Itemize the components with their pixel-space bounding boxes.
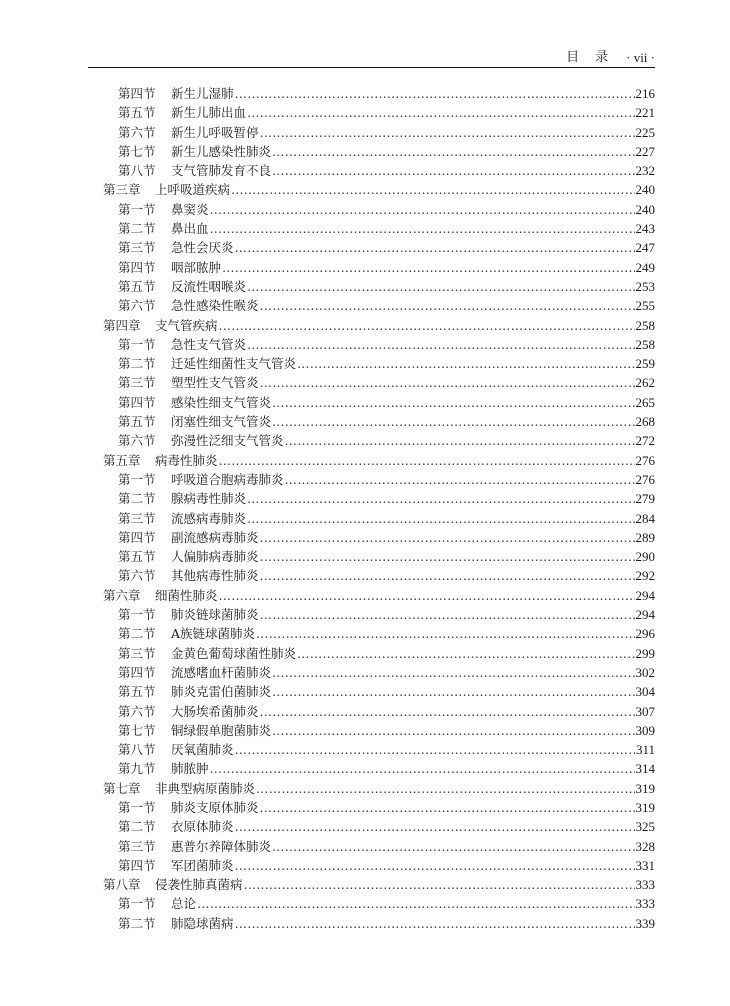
toc-entry-page: 232 bbox=[635, 163, 655, 179]
toc-section-entry[interactable] bbox=[88, 258, 655, 277]
toc-dot-leader bbox=[247, 335, 634, 354]
toc-entry-number: 第六节 bbox=[118, 298, 156, 314]
toc-entry-title: 新生儿呼吸暂停 bbox=[171, 124, 259, 140]
toc-entry-page: 240 bbox=[635, 201, 655, 217]
toc-entry-page: 216 bbox=[635, 86, 655, 101]
toc-entry-title: 新生儿肺出血 bbox=[171, 105, 247, 121]
toc-entry-number: 第一节 bbox=[118, 336, 156, 352]
toc-chapter-entry[interactable] bbox=[88, 180, 655, 199]
toc-entry-number: 第三节 bbox=[118, 645, 156, 661]
toc-entry-page: 249 bbox=[635, 259, 655, 275]
toc-dot-leader bbox=[260, 702, 635, 721]
toc-entry-number: 第三节 bbox=[118, 240, 156, 256]
toc-entry-page: 331 bbox=[635, 857, 655, 873]
toc-dot-leader bbox=[297, 644, 634, 663]
toc-section-entry[interactable] bbox=[88, 431, 655, 450]
toc-entry-title: 肺炎链球菌肺炎 bbox=[171, 607, 259, 623]
toc-entry-number: 第三节 bbox=[118, 838, 156, 854]
toc-entry-number: 第二节 bbox=[118, 491, 156, 507]
toc-entry-page: 240 bbox=[635, 182, 655, 198]
toc-entry-number: 第八节 bbox=[118, 163, 156, 179]
toc-entry-page: 290 bbox=[635, 549, 655, 565]
toc-entry-number: 第四章 bbox=[103, 317, 141, 333]
toc-entry-number: 第七章 bbox=[103, 780, 141, 796]
toc-dot-leader bbox=[260, 605, 635, 624]
toc-dot-leader bbox=[272, 837, 634, 856]
toc-dot-leader bbox=[235, 856, 635, 875]
toc-entry-page: 247 bbox=[635, 240, 655, 256]
toc-entry-title: 呼吸道合胞病毒肺炎 bbox=[171, 471, 284, 487]
toc-section-entry[interactable] bbox=[88, 759, 655, 778]
toc-section-entry[interactable] bbox=[88, 798, 655, 817]
toc-dot-leader bbox=[256, 779, 634, 798]
toc-entry-page: 268 bbox=[635, 414, 655, 430]
toc-entry-number: 第七节 bbox=[118, 722, 156, 738]
toc-entry-number: 第四节 bbox=[118, 259, 156, 275]
toc-entry-number: 第五章 bbox=[103, 452, 141, 468]
toc-dot-leader bbox=[285, 470, 635, 489]
toc-entry-page: 296 bbox=[635, 626, 655, 642]
toc-dot-leader bbox=[247, 103, 634, 122]
toc-dot-leader bbox=[210, 759, 635, 778]
toc-entry-title: 总论 bbox=[171, 896, 197, 912]
toc-dot-leader bbox=[285, 431, 635, 450]
toc-entry-page: 284 bbox=[635, 510, 655, 526]
toc-dot-leader bbox=[260, 547, 635, 566]
toc-entry-page: 328 bbox=[635, 838, 655, 854]
toc-entry-page: 225 bbox=[635, 124, 655, 140]
toc-dot-leader bbox=[297, 354, 634, 373]
toc-entry-title: 弥漫性泛细支气管炎 bbox=[171, 433, 284, 449]
toc-section-entry[interactable] bbox=[88, 663, 655, 682]
toc-entry-page: 333 bbox=[635, 877, 655, 893]
toc-dot-leader bbox=[260, 296, 635, 315]
toc-entry-title: 铜绿假单胞菌肺炎 bbox=[171, 722, 272, 738]
toc-dot-leader bbox=[231, 180, 634, 199]
toc-entry-page: 302 bbox=[635, 664, 655, 680]
toc-section-entry[interactable] bbox=[88, 277, 655, 296]
toc-entry-number: 第二节 bbox=[118, 626, 156, 642]
toc-entry-title: 鼻窦炎 bbox=[171, 201, 209, 217]
toc-entry-title: 反流性咽喉炎 bbox=[171, 278, 247, 294]
toc-entry-number: 第四节 bbox=[118, 664, 156, 680]
toc-entry-title: 肺脓肿 bbox=[171, 761, 209, 777]
toc-section-entry[interactable] bbox=[88, 528, 655, 547]
toc-entry-page: 276 bbox=[635, 452, 655, 468]
toc-section-entry[interactable] bbox=[88, 547, 655, 566]
toc-entry-number: 第三章 bbox=[103, 182, 141, 198]
toc-entry-title: 支气管肺发育不良 bbox=[171, 163, 272, 179]
toc-entry-page: 311 bbox=[635, 742, 655, 758]
toc-entry-page: 294 bbox=[635, 587, 655, 603]
toc-entry-page: 255 bbox=[635, 298, 655, 314]
toc-section-entry[interactable] bbox=[88, 335, 655, 354]
toc-dot-leader bbox=[247, 509, 634, 528]
toc-entry-number: 第四节 bbox=[118, 857, 156, 873]
toc-entry-title: 衣原体肺炎 bbox=[171, 819, 234, 835]
toc-entry-title: 腺病毒性肺炎 bbox=[171, 491, 247, 507]
toc-dot-leader bbox=[235, 84, 635, 103]
toc-dot-leader bbox=[272, 142, 634, 161]
running-header bbox=[88, 44, 655, 66]
toc-dot-leader bbox=[219, 586, 635, 605]
toc-chapter-entry[interactable] bbox=[88, 875, 655, 894]
toc-entry-page: 243 bbox=[635, 221, 655, 237]
toc-entry-page: 253 bbox=[635, 278, 655, 294]
toc-entry-number: 第六章 bbox=[103, 587, 141, 603]
toc-dot-leader bbox=[235, 238, 635, 257]
toc-entry-page: 319 bbox=[635, 780, 655, 796]
toc-section-entry[interactable] bbox=[88, 624, 655, 643]
toc-entry-page: 279 bbox=[635, 491, 655, 507]
toc-entry-title: 人偏肺病毒肺炎 bbox=[171, 549, 259, 565]
toc-section-entry[interactable] bbox=[88, 142, 655, 161]
toc-entry-title: 侵袭性肺真菌病 bbox=[155, 877, 243, 893]
toc-entry-number: 第六节 bbox=[118, 124, 156, 140]
toc-entry-page: 319 bbox=[635, 799, 655, 815]
toc-entry-number: 第五节 bbox=[118, 414, 156, 430]
toc-entry-title: 新生儿湿肺 bbox=[171, 86, 234, 101]
toc-dot-leader bbox=[260, 528, 635, 547]
toc-section-entry[interactable] bbox=[88, 84, 655, 103]
toc-entry-title: 其他病毒性肺炎 bbox=[171, 568, 259, 584]
toc-entry-number: 第二节 bbox=[118, 819, 156, 835]
toc-entry-number: 第七节 bbox=[118, 143, 156, 159]
toc-entry-number: 第三节 bbox=[118, 510, 156, 526]
toc-entry-title: A族链球菌肺炎 bbox=[171, 626, 256, 642]
toc-section-entry[interactable] bbox=[88, 103, 655, 122]
toc-entry-number: 第一节 bbox=[118, 201, 156, 217]
toc-entry-number: 第六节 bbox=[118, 433, 156, 449]
toc-dot-leader bbox=[197, 894, 634, 913]
toc-entry-number: 第五节 bbox=[118, 684, 156, 700]
toc-dot-leader bbox=[260, 798, 635, 817]
header-rule bbox=[88, 67, 655, 68]
toc-section-entry[interactable] bbox=[88, 817, 655, 836]
toc-section-entry[interactable] bbox=[88, 682, 655, 701]
toc-section-entry[interactable] bbox=[88, 702, 655, 721]
header-page-number: · vii · bbox=[626, 50, 655, 65]
toc-section-entry[interactable] bbox=[88, 856, 655, 875]
toc-chapter-entry[interactable] bbox=[88, 316, 655, 335]
toc-entry-title: 副流感病毒肺炎 bbox=[171, 529, 259, 545]
toc-section-entry[interactable] bbox=[88, 605, 655, 624]
toc-dot-leader bbox=[272, 721, 634, 740]
toc-entry-title: 咽部脓肿 bbox=[171, 259, 222, 275]
header-title: 目录 bbox=[566, 50, 625, 65]
toc-entry-page: 309 bbox=[635, 722, 655, 738]
toc-dot-leader bbox=[272, 161, 634, 180]
toc-entry-title: 非典型病原菌肺炎 bbox=[155, 780, 256, 796]
toc-section-entry[interactable] bbox=[88, 412, 655, 431]
toc-entry-title: 流感病毒肺炎 bbox=[171, 510, 247, 526]
table-of-contents bbox=[88, 84, 655, 933]
toc-entry-page: 292 bbox=[635, 568, 655, 584]
toc-entry-title: 细菌性肺炎 bbox=[155, 587, 218, 603]
toc-dot-leader bbox=[272, 663, 634, 682]
toc-entry-page: 333 bbox=[635, 896, 655, 912]
toc-entry-number: 第五节 bbox=[118, 105, 156, 121]
toc-section-entry[interactable] bbox=[88, 509, 655, 528]
toc-entry-number: 第四节 bbox=[118, 394, 156, 410]
toc-entry-title: 大肠埃希菌肺炎 bbox=[171, 703, 259, 719]
toc-entry-number: 第八节 bbox=[118, 742, 156, 758]
toc-entry-title: 新生儿感染性肺炎 bbox=[171, 143, 272, 159]
toc-dot-leader bbox=[260, 123, 635, 142]
toc-entry-page: 259 bbox=[635, 356, 655, 372]
toc-entry-number: 第三节 bbox=[118, 375, 156, 391]
toc-section-entry[interactable] bbox=[88, 219, 655, 238]
toc-dot-leader bbox=[210, 219, 635, 238]
toc-entry-number: 第一节 bbox=[118, 607, 156, 623]
toc-entry-number: 第一节 bbox=[118, 896, 156, 912]
toc-section-entry[interactable] bbox=[88, 354, 655, 373]
toc-entry-page: 304 bbox=[635, 684, 655, 700]
toc-entry-number: 第九节 bbox=[118, 761, 156, 777]
toc-entry-title: 金黄色葡萄球菌性肺炎 bbox=[171, 645, 297, 661]
toc-entry-page: 294 bbox=[635, 607, 655, 623]
toc-dot-leader bbox=[244, 875, 635, 894]
toc-entry-page: 265 bbox=[635, 394, 655, 410]
toc-entry-title: 鼻出血 bbox=[171, 221, 209, 237]
toc-section-entry[interactable] bbox=[88, 161, 655, 180]
toc-entry-number: 第二节 bbox=[118, 356, 156, 372]
toc-entry-title: 塑型性支气管炎 bbox=[171, 375, 259, 391]
toc-entry-title: 急性感染性喉炎 bbox=[171, 298, 259, 314]
toc-dot-leader bbox=[247, 489, 634, 508]
toc-entry-number: 第四节 bbox=[118, 529, 156, 545]
toc-entry-title: 肺炎支原体肺炎 bbox=[171, 799, 259, 815]
toc-entry-number: 第二节 bbox=[118, 915, 156, 931]
toc-dot-leader bbox=[260, 566, 635, 585]
toc-section-entry[interactable] bbox=[88, 489, 655, 508]
toc-entry-title: 上呼吸道疾病 bbox=[155, 182, 231, 198]
toc-entry-page: 258 bbox=[635, 317, 655, 333]
toc-entry-title: 病毒性肺炎 bbox=[155, 452, 218, 468]
toc-dot-leader bbox=[247, 277, 634, 296]
toc-entry-page: 227 bbox=[635, 143, 655, 159]
toc-entry-page: 325 bbox=[635, 819, 655, 835]
toc-entry-title: 流感嗜血杆菌肺炎 bbox=[171, 664, 272, 680]
toc-dot-leader bbox=[219, 316, 635, 335]
toc-dot-leader bbox=[222, 258, 634, 277]
toc-entry-title: 肺隐球菌病 bbox=[171, 915, 234, 931]
toc-section-entry[interactable] bbox=[88, 894, 655, 913]
toc-dot-leader bbox=[256, 624, 634, 643]
toc-entry-number: 第六节 bbox=[118, 703, 156, 719]
toc-section-entry[interactable] bbox=[88, 200, 655, 219]
toc-dot-leader bbox=[210, 200, 635, 219]
toc-entry-number: 第五节 bbox=[118, 549, 156, 565]
toc-entry-number: 第二节 bbox=[118, 221, 156, 237]
toc-section-entry[interactable] bbox=[88, 238, 655, 257]
toc-section-entry[interactable] bbox=[88, 721, 655, 740]
toc-entry-number: 第一节 bbox=[118, 471, 156, 487]
toc-entry-title: 急性支气管炎 bbox=[171, 336, 247, 352]
toc-entry-number: 第四节 bbox=[118, 86, 156, 101]
toc-section-entry[interactable] bbox=[88, 914, 655, 933]
toc-entry-page: 221 bbox=[635, 105, 655, 121]
toc-entry-title: 肺炎克雷伯菌肺炎 bbox=[171, 684, 272, 700]
toc-entry-number: 第八章 bbox=[103, 877, 141, 893]
toc-section-entry[interactable] bbox=[88, 123, 655, 142]
toc-entry-title: 急性会厌炎 bbox=[171, 240, 234, 256]
toc-entry-number: 第五节 bbox=[118, 278, 156, 294]
toc-section-entry[interactable] bbox=[88, 393, 655, 412]
toc-entry-title: 厌氧菌肺炎 bbox=[171, 742, 234, 758]
toc-chapter-entry[interactable] bbox=[88, 779, 655, 798]
toc-dot-leader bbox=[272, 393, 634, 412]
toc-entry-number: 第六节 bbox=[118, 568, 156, 584]
toc-entry-title: 支气管疾病 bbox=[155, 317, 218, 333]
toc-section-entry[interactable] bbox=[88, 740, 655, 759]
toc-entry-title: 惠普尔养障体肺炎 bbox=[171, 838, 272, 854]
toc-entry-page: 339 bbox=[635, 915, 655, 931]
toc-entry-page: 262 bbox=[635, 375, 655, 391]
toc-dot-leader bbox=[272, 412, 634, 431]
toc-entry-page: 258 bbox=[635, 336, 655, 352]
toc-chapter-entry[interactable] bbox=[88, 451, 655, 470]
toc-dot-leader bbox=[235, 740, 635, 759]
toc-section-entry[interactable] bbox=[88, 296, 655, 315]
toc-entry-number: 第一节 bbox=[118, 799, 156, 815]
toc-section-entry[interactable] bbox=[88, 566, 655, 585]
toc-section-entry[interactable] bbox=[88, 373, 655, 392]
toc-dot-leader bbox=[219, 451, 635, 470]
toc-dot-leader bbox=[272, 682, 634, 701]
toc-entry-title: 感染性细支气管炎 bbox=[171, 394, 272, 410]
toc-entry-page: 276 bbox=[635, 471, 655, 487]
toc-entry-page: 314 bbox=[635, 761, 655, 777]
toc-chapter-entry[interactable] bbox=[88, 586, 655, 605]
toc-section-entry[interactable] bbox=[88, 470, 655, 489]
toc-entry-title: 闭塞性细支气管炎 bbox=[171, 414, 272, 430]
toc-dot-leader bbox=[235, 817, 635, 836]
toc-entry-page: 272 bbox=[635, 433, 655, 449]
toc-section-entry[interactable] bbox=[88, 644, 655, 663]
toc-dot-leader bbox=[235, 914, 635, 933]
toc-entry-page: 299 bbox=[635, 645, 655, 661]
toc-dot-leader bbox=[260, 373, 635, 392]
toc-entry-title: 军团菌肺炎 bbox=[171, 857, 234, 873]
toc-section-entry[interactable] bbox=[88, 837, 655, 856]
toc-entry-title: 迁延性细菌性支气管炎 bbox=[171, 356, 297, 372]
toc-entry-page: 289 bbox=[635, 529, 655, 545]
toc-entry-page: 307 bbox=[635, 703, 655, 719]
